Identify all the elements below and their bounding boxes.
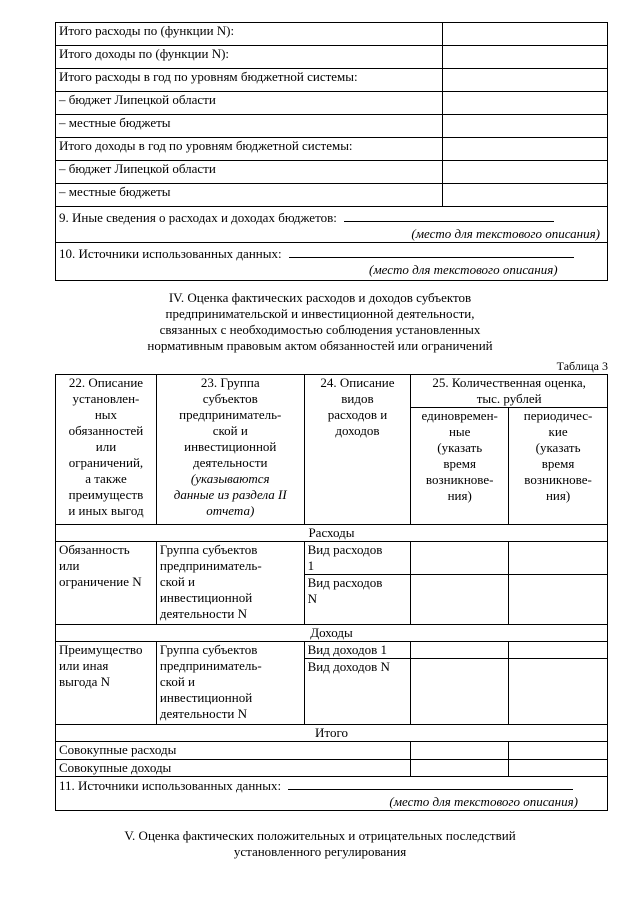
value-cell[interactable]	[411, 742, 509, 760]
value-cell[interactable]	[411, 642, 509, 659]
value-cell[interactable]	[509, 575, 608, 625]
sources-row[interactable]	[56, 243, 608, 281]
costs-income-table	[55, 374, 608, 811]
sources-label: 11. Источники использованных данных:	[59, 778, 282, 793]
section-5-title: V. Оценка фактических положительных и отрицательных последствий установленного регулирования	[124, 828, 516, 859]
expense-type-cell: Вид расходов N	[304, 575, 411, 625]
value-cell[interactable]	[509, 742, 608, 760]
text-field-line[interactable]	[288, 778, 573, 790]
obligation-cell: Обязанность или ограничение N	[56, 542, 157, 625]
section-total: Итого	[56, 725, 608, 742]
table-row-label: Итого доходы в год по уровням бюджетной системы:	[56, 138, 443, 161]
value-cell[interactable]	[443, 184, 608, 207]
table-row-label: Итого доходы по (функции N):	[56, 46, 443, 69]
sources-row[interactable]	[56, 777, 608, 811]
value-cell[interactable]	[411, 575, 509, 625]
budget-summary-table	[55, 22, 608, 281]
placeholder-text: (место для текстового описания)	[411, 226, 600, 241]
value-cell[interactable]	[443, 138, 608, 161]
header-22: 22. Описание установлен- ных обязанностей или ограничений, а также преимуществ и иных выгод	[56, 375, 157, 525]
table-row-label: Итого расходы по (функции N):	[56, 23, 443, 46]
value-cell[interactable]	[443, 115, 608, 138]
table-row-label: – местные бюджеты	[56, 115, 443, 138]
header-23: 23. Группа субъектов предпринимaтель- ской и инвестиционной деятельности (указываются данные из раздела II отчета)	[156, 375, 304, 525]
total-income-label: Совокупные доходы	[56, 760, 411, 777]
value-cell[interactable]	[411, 760, 509, 777]
other-info-label: 9. Иные сведения о расходах и доходах бюджетов:	[59, 210, 337, 225]
header-25-one-time: единовремен- ные (указать время возникнове- ния)	[411, 408, 509, 525]
table-row-label: – бюджет Липецкой области	[56, 92, 443, 115]
expense-type-cell: Вид расходов 1	[304, 542, 411, 575]
benefit-cell: Преимущество или иная выгода N	[56, 642, 157, 725]
table-row-label: – бюджет Липецкой области	[56, 161, 443, 184]
text-field-line[interactable]	[289, 246, 574, 258]
value-cell[interactable]	[509, 659, 608, 725]
value-cell[interactable]	[509, 542, 608, 575]
value-cell[interactable]	[443, 23, 608, 46]
value-cell[interactable]	[411, 659, 509, 725]
income-type-cell: Вид доходов 1	[304, 642, 411, 659]
header-25: 25. Количественная оценка, тыс. рублей	[411, 375, 608, 408]
value-cell[interactable]	[443, 161, 608, 184]
text-field-line[interactable]	[344, 210, 554, 222]
section-income: Доходы	[56, 625, 608, 642]
group-cell: Группа субъектов предприниматель- ской и инвестиционной деятельности N	[156, 542, 304, 625]
value-cell[interactable]	[443, 92, 608, 115]
placeholder-text: (место для текстового описания)	[369, 262, 558, 277]
header-25-periodic: периодичес- кие (указать время возникнове- ния)	[509, 408, 608, 525]
total-expenses-label: Совокупные расходы	[56, 742, 411, 760]
group-cell: Группа субъектов предприниматель- ской и инвестиционной деятельности N	[156, 642, 304, 725]
income-type-cell: Вид доходов N	[304, 659, 411, 725]
value-cell[interactable]	[509, 760, 608, 777]
header-24: 24. Описание видов расходов и доходов	[304, 375, 411, 525]
value-cell[interactable]	[411, 542, 509, 575]
section-4-title: IV. Оценка фактических расходов и доходов субъектов предпринимательской и инвестиционной деятельности, связанных с необходимостью соблюдения установленных нормативным правовым актом обязанностей или ограничений	[147, 290, 493, 353]
sources-label: 10. Источники использованных данных:	[59, 246, 282, 261]
value-cell[interactable]	[443, 69, 608, 92]
value-cell[interactable]	[509, 642, 608, 659]
placeholder-text: (место для текстового описания)	[389, 794, 578, 809]
table-row-label: Итого расходы в год по уровням бюджетной системы:	[56, 69, 443, 92]
value-cell[interactable]	[443, 46, 608, 69]
section-expenses: Расходы	[56, 525, 608, 542]
table-row-label: – местные бюджеты	[56, 184, 443, 207]
table-number-label: Таблица 3	[556, 359, 608, 373]
other-info-row[interactable]	[56, 207, 608, 243]
